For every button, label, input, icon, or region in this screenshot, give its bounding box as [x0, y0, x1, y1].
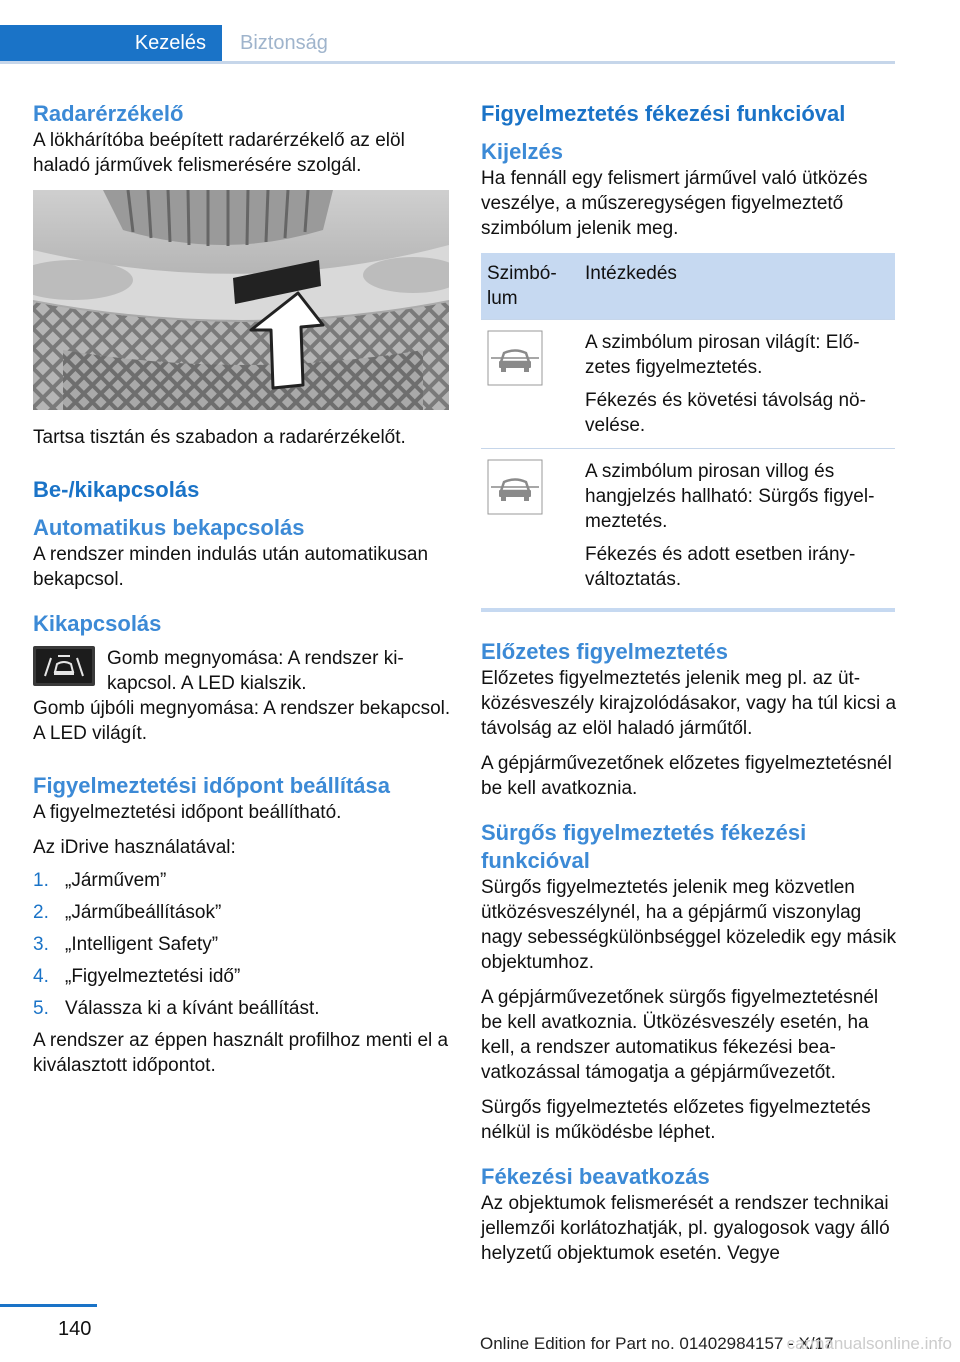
- radar-sensor-caption: Tartsa tisztán és szabadon a radarérzékelőt.: [33, 427, 406, 448]
- radar-sensor-photo: [33, 190, 449, 410]
- edition-note: Online Edition for Part no. 01402984157 - X/17: [480, 1334, 834, 1353]
- warning-time-text1: A figyelmeztetési időpont beállítható.: [33, 802, 342, 823]
- off-button-text: Gomb megnyomása: A rendszer kikapcsol. A LED kialszik.: [107, 648, 404, 694]
- brake-intervention-heading: Fékezési beavatkozás: [481, 1164, 710, 1189]
- watermark: carmanualsonline.info: [786, 1334, 952, 1353]
- step-item: 1. „Járművem”: [33, 870, 167, 891]
- left-column: [33, 100, 453, 1078]
- car-warning-icon: [487, 459, 543, 515]
- row1-line2: Fékezés és követési távolság növelése.: [585, 390, 866, 436]
- pre-warning-text1: Előzetes figyelmeztetés jelenik meg pl. az ütközésveszély kirajzolódásakor, vagy ha túl kicsi a távolság az elöl haladó járműtől.: [481, 668, 897, 739]
- urgent-warning-heading: Sürgős figyelmeztetés fékezési funkcióval: [481, 820, 807, 873]
- row1-line1: A szimbólum pirosan világít: Előzetes figyelmeztetés.: [585, 332, 860, 378]
- footer-rule: [0, 1304, 97, 1307]
- auto-on-heading: Automatikus bekapcsolás: [33, 515, 305, 540]
- warning-time-text3: A rendszer az éppen használt profilhoz menti el a kiválasztott időpontot.: [33, 1030, 449, 1076]
- off-again-text: Gomb újbóli megnyomása: A rendszer bekapcsol. A LED világít.: [33, 698, 451, 744]
- onoff-heading: Be-/kikapcsolás: [33, 477, 200, 502]
- idrive-steps: [33, 868, 453, 1021]
- off-heading: Kikapcsolás: [33, 611, 162, 636]
- symbol-table: [481, 253, 895, 602]
- brake-warning-heading: Figyelmeztetés fékezési funkcióval: [481, 101, 846, 126]
- pre-warning-text2: A gépjárművezetőnek előzetes figyelmeztetésnél be kell avatkoznia.: [481, 753, 892, 799]
- table-row: [481, 449, 895, 603]
- row2-line2: Fékezés és adott esetben irányváltoztatás.: [585, 544, 856, 590]
- auto-on-text: A rendszer minden indulás után automatikusan bekapcsol.: [33, 544, 429, 590]
- off-button-row: [33, 646, 453, 696]
- action-column-header: Intézkedés: [579, 253, 895, 320]
- warning-time-heading: Figyelmeztetési időpont beállítása: [33, 773, 390, 798]
- table-row: [481, 320, 895, 449]
- header-tabs: [0, 25, 895, 64]
- tab-kezeles[interactable]: Kezelés: [0, 25, 222, 61]
- symbol-column-header: Szimbólum: [481, 253, 579, 320]
- warning-time-text2: Az iDrive használatával:: [33, 837, 236, 858]
- step-item: 2. „Járműbeállítások”: [33, 902, 222, 923]
- page-number: 140: [58, 1318, 92, 1340]
- step-item: 5. Válassza ki a kívánt beállítást.: [33, 998, 320, 1019]
- collision-warning-button-icon: [33, 646, 95, 686]
- urgent-warning-text1: Sürgős figyelmeztetés jelenik meg közvetlen ütközésveszélynél, ha a gépjármű viszonylag nagy sebességkülönbséggel közeledik egy másik objektumhoz.: [481, 877, 897, 973]
- row2-line1: A szimbólum pirosan villog és hangjelzés hallható: Sürgős figyelmeztetés.: [585, 461, 875, 532]
- right-column: [481, 100, 897, 1266]
- display-text: Ha fennáll egy felismert járművel való ütközés veszélye, a műszeregységen figyelmeztető szimbólum jelenik meg.: [481, 168, 868, 239]
- brake-intervention-text: Az objektumok felismerését a rendszer technikai jellemzői korlátozhatják, pl. gyalogosok vagy álló helyzetű objektumok esetén. Vegye: [481, 1193, 890, 1264]
- urgent-warning-text3: Sürgős figyelmeztetés előzetes figyelmeztetés nélkül is működésbe léphet.: [481, 1097, 871, 1143]
- urgent-warning-text2: A gépjárművezetőnek sürgős figyelmeztetésnél be kell avatkoznia. Ütközésveszély esetén, ha kell, a rendszer automatikus fékezési beavatkozással támogatja a gépjárművezetőt.: [481, 987, 879, 1083]
- radar-sensor-heading: Radarérzékelő: [33, 101, 184, 126]
- display-heading: Kijelzés: [481, 139, 563, 164]
- car-warning-icon: [487, 330, 543, 386]
- pre-warning-heading: Előzetes figyelmeztetés: [481, 639, 728, 664]
- step-item: 4. „Figyelmeztetési idő”: [33, 966, 241, 987]
- radar-sensor-text: A lökhárítóba beépített radarérzékelő az elöl haladó járművek felismerésére szolgál.: [33, 130, 405, 176]
- step-item: 3. „Intelligent Safety”: [33, 934, 219, 955]
- tab-biztonsag[interactable]: Biztonság: [240, 32, 328, 54]
